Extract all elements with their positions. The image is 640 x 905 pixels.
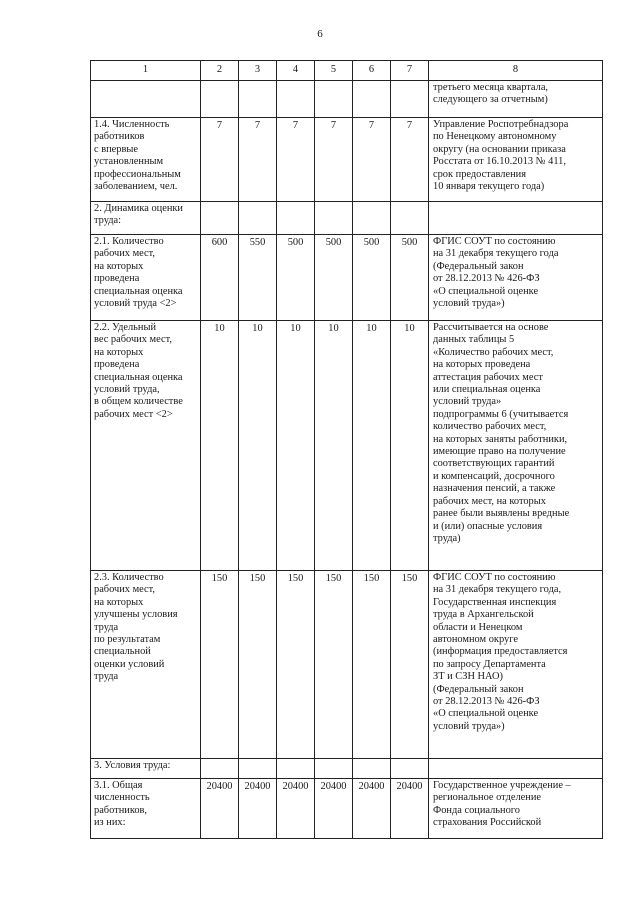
table-body: [91, 61, 603, 839]
year-value: 7: [201, 118, 239, 202]
header-cell: 8: [429, 61, 603, 81]
year-value: [201, 202, 239, 235]
year-value: [239, 81, 277, 118]
year-value: 7: [277, 118, 315, 202]
table-row: [91, 571, 603, 759]
table-row: [91, 235, 603, 321]
header-row: [91, 61, 603, 81]
table-row: [91, 202, 603, 235]
indicator-label: 2.1. Количество рабочих мест, на которых проведена специальная оценка условий труда <2>: [91, 235, 201, 321]
indicator-label: 2.2. Удельный вес рабочих мест, на которых проведена специальная оценка условий труда, в общем количестве рабочих мест <2>: [91, 321, 201, 571]
data-source: ФГИС СОУТ по состоянию на 31 декабря текущего года, Государственная инспекция труда в Архангельской области и Ненецком автономном округе (информация предоставляется по запросу Департамента ЗТ и СЗН НАО) (Федеральный закон от 28.12.2013 № 426-ФЗ «О специальной оценке условий труда»): [429, 571, 603, 759]
year-value: [353, 81, 391, 118]
indicator-label: 1.4. Численность работников с впервые установленным профессиональным заболеванием, чел.: [91, 118, 201, 202]
indicators-table: [90, 60, 603, 839]
year-value: [315, 202, 353, 235]
year-value: [353, 759, 391, 779]
year-value: [277, 81, 315, 118]
data-source: Управление Роспотребнадзора по Ненецкому автономному округу (на основании приказа Росстата от 16.10.2013 № 411, срок предоставления 10 января текущего года): [429, 118, 603, 202]
data-source: ФГИС СОУТ по состоянию на 31 декабря текущего года (Федеральный закон от 28.12.2013 № 426-ФЗ «О специальной оценке условий труда»): [429, 235, 603, 321]
year-value: [277, 759, 315, 779]
year-value: 150: [391, 571, 429, 759]
indicator-label: 3. Условия труда:: [91, 759, 201, 779]
year-value: [201, 81, 239, 118]
year-value: 500: [353, 235, 391, 321]
year-value: [391, 202, 429, 235]
year-value: 7: [353, 118, 391, 202]
header-cell: 6: [353, 61, 391, 81]
year-value: 10: [239, 321, 277, 571]
indicator-label: 3.1. Общая численность работников, из них:: [91, 779, 201, 839]
page-number: 6: [317, 28, 323, 40]
table-row: [91, 118, 603, 202]
year-value: 20400: [239, 779, 277, 839]
year-value: 20400: [201, 779, 239, 839]
year-value: 10: [277, 321, 315, 571]
year-value: [315, 759, 353, 779]
year-value: 500: [391, 235, 429, 321]
year-value: [201, 759, 239, 779]
year-value: [239, 759, 277, 779]
year-value: [391, 81, 429, 118]
data-source: [429, 202, 603, 235]
year-value: 7: [315, 118, 353, 202]
header-cell: 4: [277, 61, 315, 81]
year-value: 150: [315, 571, 353, 759]
year-value: 500: [315, 235, 353, 321]
indicator-label: 2. Динамика оценки труда:: [91, 202, 201, 235]
data-source: Рассчитывается на основе данных таблицы 5 «Количество рабочих мест, на которых проведена аттестация рабочих мест или специальная оценка условий труда» подпрограммы 6 (учитывается количество рабочих мест, на которых заняты работники, имеющие право на получение соответствующих гарантий и компенсаций, досрочного назначения пенсий, а также рабочих мест, на которых ранее были выявлены вредные и (или) опасные условия труда): [429, 321, 603, 571]
indicator-label: [91, 81, 201, 118]
year-value: 20400: [391, 779, 429, 839]
year-value: 150: [353, 571, 391, 759]
year-value: 20400: [353, 779, 391, 839]
year-value: 600: [201, 235, 239, 321]
header-cell: 2: [201, 61, 239, 81]
year-value: [239, 202, 277, 235]
year-value: 10: [315, 321, 353, 571]
year-value: [277, 202, 315, 235]
year-value: 150: [239, 571, 277, 759]
data-source: Государственное учреждение – региональное отделение Фонда социального страхования Российской: [429, 779, 603, 839]
year-value: [353, 202, 391, 235]
table-row: [91, 81, 603, 118]
year-value: 10: [353, 321, 391, 571]
table-row: [91, 779, 603, 839]
year-value: 150: [201, 571, 239, 759]
year-value: 500: [277, 235, 315, 321]
indicator-label: 2.3. Количество рабочих мест, на которых улучшены условия труда по результатам специальной оценки условий труда: [91, 571, 201, 759]
year-value: 550: [239, 235, 277, 321]
year-value: 150: [277, 571, 315, 759]
year-value: 7: [391, 118, 429, 202]
header-cell: 5: [315, 61, 353, 81]
header-cell: 3: [239, 61, 277, 81]
data-source: третьего месяца квартала, следующего за отчетным): [429, 81, 603, 118]
table-row: [91, 321, 603, 571]
year-value: [315, 81, 353, 118]
header-cell: 7: [391, 61, 429, 81]
year-value: 7: [239, 118, 277, 202]
year-value: 20400: [277, 779, 315, 839]
header-cell: 1: [91, 61, 201, 81]
year-value: [391, 759, 429, 779]
year-value: 20400: [315, 779, 353, 839]
year-value: 10: [201, 321, 239, 571]
year-value: 10: [391, 321, 429, 571]
data-source: [429, 759, 603, 779]
table-row: [91, 759, 603, 779]
